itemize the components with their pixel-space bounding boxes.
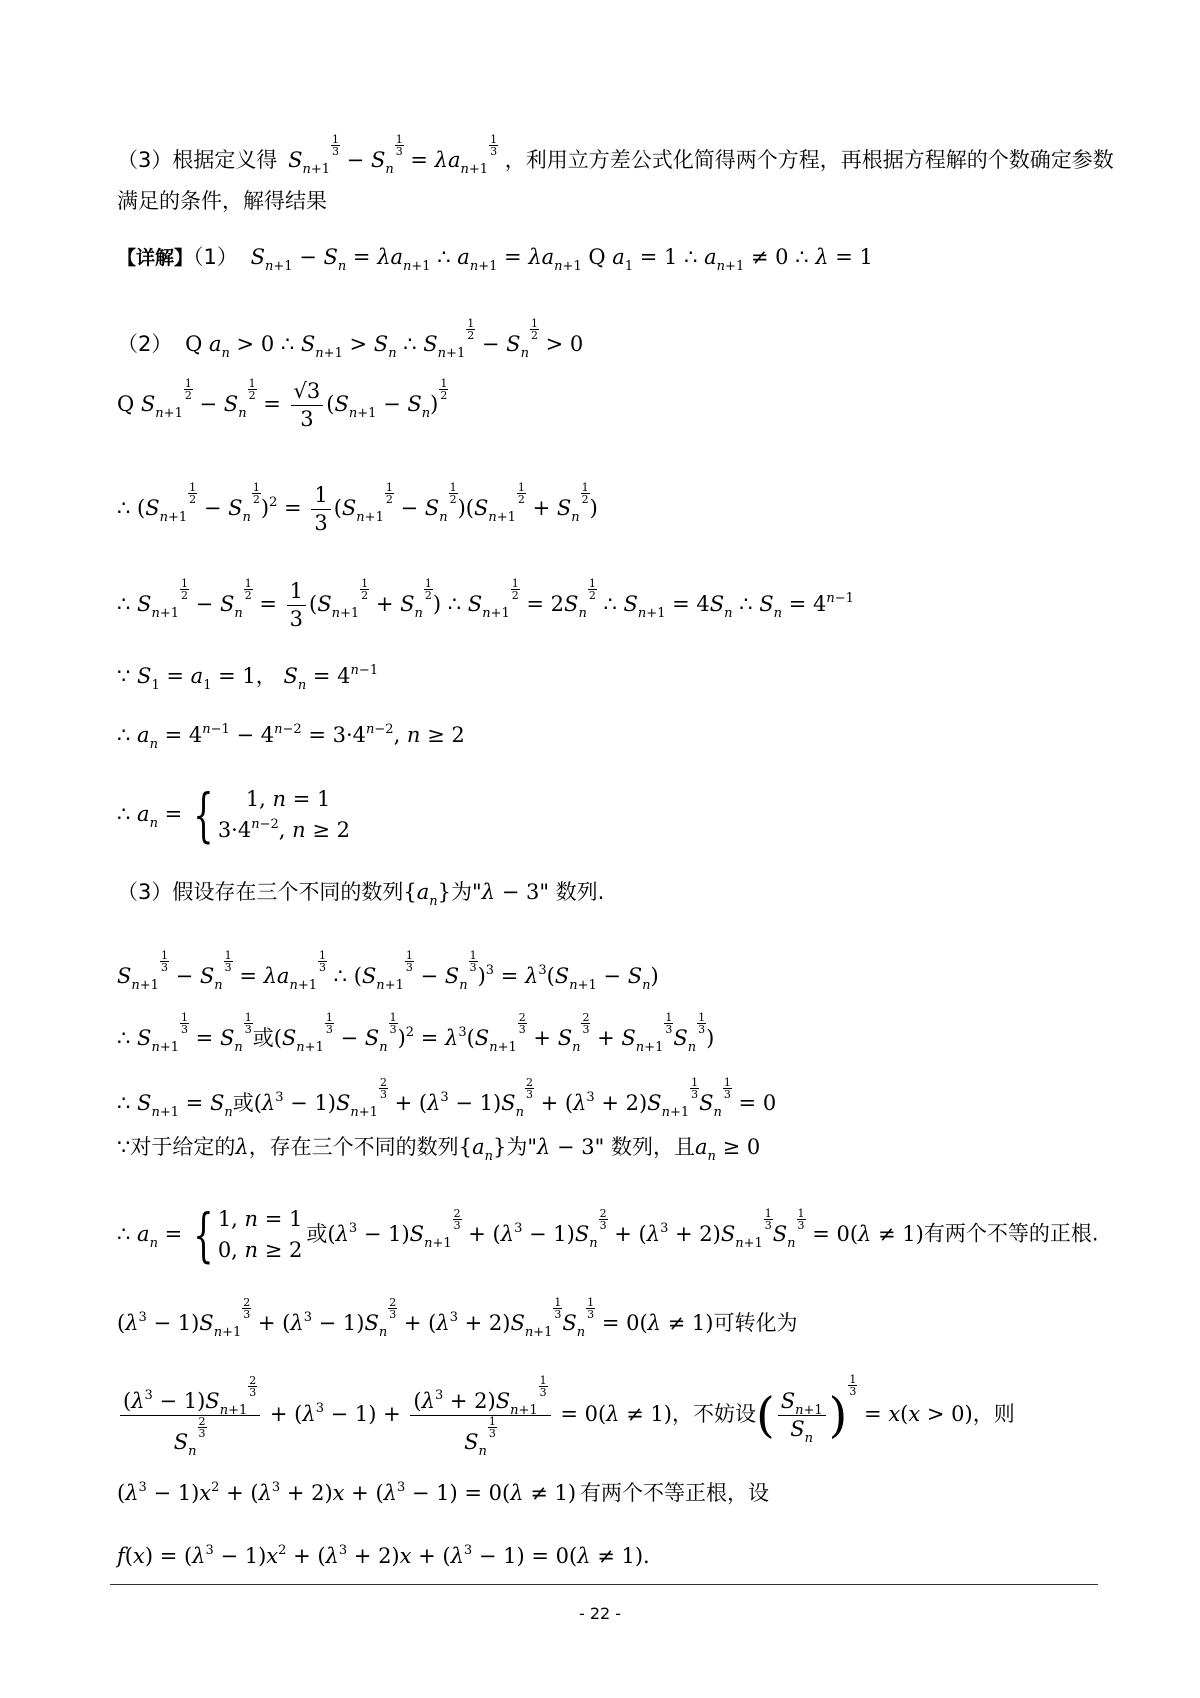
part3-line-3	[117, 1011, 715, 1055]
formula-part3-e: $(\lambda^3 - 1)S_{n+1}$ $\frac{2}{3}$ + $(\lambda^3 - 1)S_n$ $\frac{2}{3}$ + $(\lambda^3 + 2)S_{n+1}$ $\frac{1}{3}$ $S_n$ $\frac{1}{3}$ = 0(λ ≠ 1)	[117, 1296, 714, 1340]
part2-line-1	[117, 317, 584, 361]
part3-line-10	[117, 1543, 650, 1568]
part2-line-4	[117, 578, 854, 634]
formula-part2-b: Q $S_{n+1}$ $\frac{1}{2}$ − $S_n$ $\frac{1}{2}$ = $\frac{√3}{3}$ $(S_{n+1} - S_n)$ $\frac{1}{2}$	[117, 377, 448, 432]
detail-part1-line	[117, 245, 873, 274]
part3-label-tail: 为"	[451, 880, 482, 904]
formula-def: $S_{n+1}$ $\frac{1}{3}$ − $S_n$ $\frac{1}{3}$ = $\lambda a_{n+1}$ $\frac{1}{3}$	[288, 133, 498, 177]
formula-part1: $S_{n+1} - S_n = \lambda a_{n+1}$ ∴ $a_{n+1} = \lambda a_{n+1}$ Q $a_1 = 1$ ∴ $a_{n+1} \ne 0$ ∴ λ = 1	[250, 245, 873, 274]
formula-lambda-3: λ − 3	[481, 880, 540, 904]
intro-part3-cont: 满足的条件，解得结果	[117, 189, 327, 213]
part3-given-mid: ，存在三个不同的数列	[248, 1135, 459, 1159]
part3-line-8	[117, 1373, 1015, 1459]
formula-part2-d: ∴ $S_{n+1}$ $\frac{1}{2}$ − $S_n$ $\frac{1}{2}$ = $\frac{1}{3}$ ($S_{n+1}$ $\frac{1}{2}$ + $S_n$ $\frac{1}{2}$ ) ∴ $S_{n+1}$ $\frac{1}{2}$ = $2S_n$ $\frac{1}{2}$ ∴ $S_{n+1} = 4S_n$ ∴ $S_n = 4^{n-1}$	[117, 577, 854, 632]
part2-line-3	[117, 482, 598, 538]
part3-line-2	[117, 949, 659, 993]
formula-lambda-3-2: λ − 3	[537, 1135, 595, 1159]
formula-part3-c2: $(\lambda^3 - 1)S_{n+1}$ $\frac{2}{3}$ + $(\lambda^3 - 1)S_n$ $\frac{2}{3}$ + $(\lambda^3 + 2)S_{n+1}$ $\frac{1}{3}$ $S_n$ $\frac{1}{3}$ = 0	[253, 1076, 777, 1120]
part3-two-roots: 有两个不等的正根.	[923, 1221, 1099, 1246]
formula-part3-x: ( $\frac{S_{n+1}}{S_n}$ ) $\frac{1}{3}$ = x(x > 0)	[755, 1373, 973, 1446]
footer-rule	[110, 1584, 1098, 1585]
part2-line-7	[117, 781, 350, 849]
formula-part3-b1: ∴ $S_{n+1}$ $\frac{1}{3}$ = $S_n$ $\frac{1}{3}$	[117, 1011, 252, 1055]
part3-given-tail1: 为"	[506, 1135, 538, 1159]
formula-part2-e: ∵ $S_1 = a_1 = 1$， $S_n = 4^{n-1}$	[117, 663, 379, 693]
formula-an-nonneg: $a_n \ge 0$	[694, 1135, 761, 1164]
formula-part3-h: $f(x) = (\lambda^3 - 1)x^2 + (\lambda^3 + 2)x + (\lambda^3 - 1) = 0(\lambda \ne 1)$.	[117, 1543, 650, 1568]
part3-or-1: 或	[252, 1026, 274, 1050]
part3-let: ，不妨设	[671, 1402, 756, 1426]
part3-line-7	[117, 1296, 798, 1340]
formula-part3-b2: ($S_{n+1}$ $\frac{1}{3}$ − $S_n$ $\frac{1}{3}$ )$^2 = \lambda^3(S_{n+1}$ $\frac{2}{3}$ + $S_n$ $\frac{2}{3}$ + $S_{n+1}$ $\frac{1}{3}$ $S_n$ $\frac{1}{3}$ )	[273, 1011, 715, 1055]
formula-part3-g: $(\lambda^3 - 1)x^2 + (\lambda^3 + 2)x + (\lambda^3 - 1) = 0(\lambda \ne 1)$	[117, 1480, 577, 1505]
part3-convertible: 可转化为	[713, 1311, 798, 1335]
formula-part2-c: ∴ ($S_{n+1}$ $\frac{1}{2}$ − $S_n$ $\frac{1}{2}$ )$^2$ = $\frac{1}{3}$ ($S_{n+1}$ $\frac{1}{2}$ − $S_n$ $\frac{1}{2}$ )($S_{n+1}$ $\frac{1}{2}$ + $S_n$ $\frac{1}{2}$ )	[117, 481, 598, 536]
part3-label-end: " 数列.	[539, 880, 605, 904]
formula-part3-a: $S_{n+1}$ $\frac{1}{3}$ − $S_n$ $\frac{1}{3}$ = $\lambda a_{n+1}$ $\frac{1}{3}$ ∴ ($S_{n+1}$ $\frac{1}{3}$ − $S_n$ $\frac{1}{3}$ )$^3 = \lambda^3(S_{n+1} - S_n)$	[117, 949, 659, 993]
formula-part2-f: ∴ $a_n = 4^{n-1} - 4^{n-2} = 3\cdot 4^{n-2}$, n ≥ 2	[117, 722, 465, 752]
intro-part3-prefix: （3）根据定义得	[117, 148, 278, 172]
formula-part3-f: $(\lambda^3 - 1)S_{n+1}$ $\frac{2}{3}$ $S_n$ $\frac{2}{3}$ + $(\lambda^3 - 1)$ + $(\lambda^3 + 2)S_{n+1}$ $\frac{1}{3}$ $S_n$ $\frac{1}{3}$ = 0(λ ≠ 1)	[117, 1402, 672, 1426]
formula-part2-piecewise: ∴ $a_n$ = { 1, n = 1 $3\cdot 4^{n-2}$, n ≥ 2	[117, 781, 350, 849]
part3-or-2: 或	[232, 1091, 254, 1115]
part3-label: （3）假设存在三个不同的数列	[117, 880, 404, 904]
formula-part3-d: $(\lambda^3 - 1)S_{n+1}$ $\frac{2}{3}$ + $(\lambda^3 - 1)S_n$ $\frac{2}{3}$ + $(\lambda^3 + 2)S_{n+1}$ $\frac{1}{3}$ $S_n$ $\frac{1}{3}$ = 0(λ ≠ 1)	[327, 1206, 924, 1251]
part3-line-9	[117, 1480, 770, 1505]
part3-given-prefix: ∵对于给定的	[117, 1135, 236, 1159]
intro-line-2	[117, 191, 327, 212]
formula-lambda: λ	[235, 1135, 249, 1159]
part3-line-1	[117, 880, 605, 909]
part2-line-6	[117, 722, 465, 752]
page-number: - 22 -	[578, 1604, 622, 1623]
part3-two-pos-roots: 有两个不等正根，设	[580, 1481, 770, 1505]
part3-given-tail2: " 数列，且	[594, 1135, 695, 1159]
formula-seq-a: $\{a_n\}$	[403, 880, 452, 909]
part3-or-3: 或	[306, 1221, 328, 1246]
part3-then: ，则	[972, 1402, 1015, 1426]
formula-part3-c1: ∴ $S_{n+1} = S_n$	[117, 1091, 233, 1120]
formula-part3-piecewise: ∴ $a_n$ = { 1, n = 1 0, n ≥ 2	[117, 1201, 303, 1269]
intro-line-1	[117, 133, 1114, 177]
intro-part3-mid: ，利用立方差公式化简得两个方程，再根据方程解的个数确定参数	[504, 148, 1114, 172]
formula-seq-a-2: $\{a_n\}$	[458, 1135, 507, 1164]
part3-line-6	[117, 1201, 1099, 1269]
formula-part2-a: Q $a_n > 0$ ∴ $S_{n+1} > S_n$ ∴ $S_{n+1}$ $\frac{1}{2}$ − $S_n$ $\frac{1}{2}$ > 0	[185, 317, 584, 361]
detail-label: 【详解】	[117, 247, 194, 269]
part2-line-2	[117, 378, 448, 434]
part2-label: （2）	[117, 332, 173, 356]
part1-label: （1）	[193, 245, 238, 269]
part3-line-4	[117, 1076, 777, 1120]
part2-line-5	[117, 663, 379, 693]
part3-line-5	[117, 1135, 761, 1164]
